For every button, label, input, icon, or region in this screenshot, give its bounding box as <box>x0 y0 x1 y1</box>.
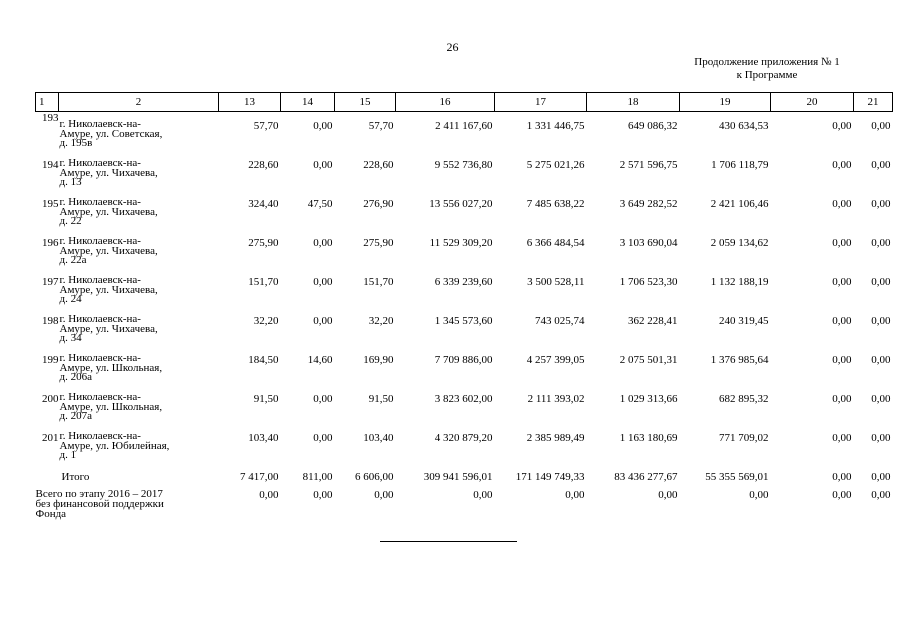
value-cell: 0,00 <box>871 237 891 249</box>
cell-line: без финансовой поддержки <box>35 498 164 510</box>
table-row <box>36 432 893 471</box>
value-cell: 0,00 <box>832 354 852 366</box>
value-cell: 0,00 <box>871 354 891 366</box>
column-header-row <box>36 93 893 112</box>
table-row <box>36 276 893 315</box>
value-cell: 0,00 <box>832 159 852 171</box>
column-header: 13 <box>219 93 281 112</box>
value-cell: 0,00 <box>871 159 891 171</box>
column-header: 20 <box>771 93 854 112</box>
value-cell: 2 571 596,75 <box>619 159 678 171</box>
column-header: 21 <box>854 93 893 112</box>
total-value: 83 436 277,67 <box>614 471 678 483</box>
value-cell: 0,00 <box>832 198 852 210</box>
value-cell: 0,00 <box>832 315 852 327</box>
summary-value: 0,00 <box>749 489 769 501</box>
value-cell: 151,70 <box>248 276 279 288</box>
table-row <box>36 198 893 237</box>
value-cell: 0,00 <box>313 276 333 288</box>
value-cell: 184,50 <box>248 354 279 366</box>
value-cell: 4 320 879,20 <box>434 432 493 444</box>
address-cell <box>59 198 219 237</box>
value-cell: 1 345 573,60 <box>434 315 493 327</box>
cell-line: г. Николаевск-на- <box>59 118 141 130</box>
value-cell: 14,60 <box>307 354 333 366</box>
cell-line: Амуре, ул. Чихачева, <box>59 244 158 257</box>
value-cell: 743 025,74 <box>535 315 585 327</box>
value-cell: 3 103 690,04 <box>619 237 678 249</box>
value-cell: 1 132 188,19 <box>710 276 769 288</box>
table-row <box>36 237 893 276</box>
value-cell: 0,00 <box>313 432 333 444</box>
value-cell: 0,00 <box>313 120 333 132</box>
value-cell: 0,00 <box>871 276 891 288</box>
value-cell: 169,90 <box>363 354 394 366</box>
value-cell: 0,00 <box>832 237 852 249</box>
value-cell: 32,20 <box>253 315 279 327</box>
value-cell: 2 421 106,46 <box>710 198 769 210</box>
cell-line: д. 22 <box>59 215 82 228</box>
cell-line: д. 206а <box>59 371 92 384</box>
value-cell: 1 706 523,30 <box>619 276 678 288</box>
total-value: 0,00 <box>832 471 852 483</box>
address-cell <box>59 432 219 471</box>
value-cell: 1 331 446,75 <box>526 120 585 132</box>
cell-line: д. 195в <box>59 137 93 150</box>
cell-line: Амуре, ул. Чихачева, <box>59 205 158 218</box>
value-cell: 0,00 <box>832 276 852 288</box>
row-number: 198 <box>42 315 59 327</box>
total-value: 811,00 <box>302 471 333 483</box>
value-cell: 1 029 313,66 <box>619 393 678 405</box>
value-cell: 276,90 <box>363 198 394 210</box>
total-value: 309 941 596,01 <box>423 471 493 483</box>
total-value: 0,00 <box>871 471 891 483</box>
value-cell: 362 228,41 <box>628 315 678 327</box>
value-cell: 0,00 <box>871 198 891 210</box>
value-cell: 430 634,53 <box>719 120 769 132</box>
cell-line: Амуре, ул. Юбилейная, <box>59 439 170 452</box>
total-value: 7 417,00 <box>240 471 279 483</box>
value-cell: 151,70 <box>363 276 394 288</box>
row-number: 194 <box>42 159 59 171</box>
summary-value: 0,00 <box>374 489 394 501</box>
value-cell: 13 556 027,20 <box>429 198 493 210</box>
column-header: 16 <box>396 93 495 112</box>
value-cell: 324,40 <box>248 198 279 210</box>
cell-line: д. 34 <box>59 332 82 345</box>
value-cell: 0,00 <box>832 120 852 132</box>
cell-line: д. 1 <box>59 449 77 462</box>
value-cell: 32,20 <box>368 315 394 327</box>
table-row <box>36 112 893 160</box>
column-header: 18 <box>587 93 680 112</box>
total-value: 6 606,00 <box>355 471 394 483</box>
table-row <box>36 315 893 354</box>
cell-line: д. 22а <box>59 254 87 267</box>
value-cell: 275,90 <box>248 237 279 249</box>
summary-label <box>36 489 219 519</box>
value-cell: 228,60 <box>248 159 279 171</box>
value-cell: 0,00 <box>832 432 852 444</box>
value-cell: 771 709,02 <box>719 432 769 444</box>
value-cell: 47,50 <box>307 198 333 210</box>
column-header: 15 <box>335 93 396 112</box>
address-cell <box>59 393 219 432</box>
table-row <box>36 393 893 432</box>
total-value: 55 355 569,01 <box>705 471 769 483</box>
column-header: 2 <box>59 93 219 112</box>
total-row <box>36 471 893 489</box>
value-cell: 57,70 <box>368 120 394 132</box>
footer-divider <box>380 541 517 542</box>
row-number: 197 <box>42 276 59 288</box>
value-cell: 275,90 <box>363 237 394 249</box>
row-number: 196 <box>42 237 59 249</box>
cell-line: д. 13 <box>59 176 82 189</box>
cell-line: Всего по этапу 2016 – 2017 <box>35 488 163 500</box>
row-number: 201 <box>42 432 59 444</box>
value-cell: 6 366 484,54 <box>526 237 585 249</box>
value-cell: 6 339 239,60 <box>434 276 493 288</box>
summary-value: 0,00 <box>259 489 279 501</box>
value-cell: 1 706 118,79 <box>711 159 769 171</box>
value-cell: 3 823 602,00 <box>434 393 493 405</box>
cell-line: Амуре, ул. Чихачева, <box>59 322 158 335</box>
column-header: 1 <box>36 93 59 112</box>
value-cell: 4 257 399,05 <box>526 354 585 366</box>
value-cell: 682 895,32 <box>719 393 769 405</box>
value-cell: 91,50 <box>368 393 394 405</box>
value-cell: 0,00 <box>313 393 333 405</box>
value-cell: 0,00 <box>871 315 891 327</box>
value-cell: 0,00 <box>313 237 333 249</box>
value-cell: 0,00 <box>871 120 891 132</box>
value-cell: 5 275 021,26 <box>526 159 585 171</box>
summary-row <box>36 489 893 519</box>
value-cell: 7 485 638,22 <box>526 198 585 210</box>
summary-value: 0,00 <box>313 489 333 501</box>
summary-value: 0,00 <box>473 489 493 501</box>
table-row <box>36 354 893 393</box>
value-cell: 228,60 <box>363 159 394 171</box>
cell-line: г. Николаевск-на- <box>59 196 141 208</box>
total-label: Итого <box>61 471 90 483</box>
cell-line: г. Николаевск-на- <box>59 352 141 364</box>
value-cell: 0,00 <box>313 159 333 171</box>
column-header: 17 <box>495 93 587 112</box>
value-cell: 0,00 <box>313 315 333 327</box>
cell-line: Амуре, ул. Чихачева, <box>59 283 158 296</box>
table-row <box>36 159 893 198</box>
value-cell: 1 163 180,69 <box>619 432 678 444</box>
row-number: 200 <box>42 393 59 405</box>
appendix-note <box>667 56 867 82</box>
appendix-note-line-2: к Программе <box>736 69 798 81</box>
cell-line: Фонда <box>35 508 67 520</box>
row-number: 195 <box>42 198 59 210</box>
value-cell: 11 529 309,20 <box>429 237 493 249</box>
cell-line: Амуре, ул. Чихачева, <box>59 166 158 179</box>
value-cell: 0,00 <box>832 393 852 405</box>
value-cell: 103,40 <box>248 432 279 444</box>
value-cell: 2 075 501,31 <box>619 354 678 366</box>
cell-line: г. Николаевск-на- <box>59 313 141 325</box>
address-cell <box>59 112 219 160</box>
cell-line: г. Николаевск-на- <box>59 235 141 247</box>
column-header: 14 <box>281 93 335 112</box>
total-spacer <box>36 471 59 489</box>
address-cell <box>59 315 219 354</box>
address-cell <box>59 159 219 198</box>
address-cell <box>59 276 219 315</box>
summary-value: 0,00 <box>565 489 585 501</box>
summary-value: 0,00 <box>832 489 852 501</box>
cell-line: д. 24 <box>59 293 82 306</box>
column-header: 19 <box>680 93 771 112</box>
cell-line: г. Николаевск-на- <box>59 391 141 403</box>
cell-line: Амуре, ул. Школьная, <box>59 400 163 413</box>
value-cell: 3 649 282,52 <box>619 198 678 210</box>
row-number: 193 <box>42 112 59 124</box>
value-cell: 2 111 393,02 <box>527 393 585 405</box>
value-cell: 3 500 528,11 <box>527 276 585 288</box>
value-cell: 2 385 989,49 <box>526 432 585 444</box>
cell-line: г. Николаевск-на- <box>59 430 141 442</box>
value-cell: 57,70 <box>253 120 279 132</box>
cell-line: Амуре, ул. Советская, <box>59 127 163 140</box>
value-cell: 9 552 736,80 <box>434 159 493 171</box>
cell-line: г. Николаевск-на- <box>59 274 141 286</box>
cell-line: г. Николаевск-на- <box>59 157 141 169</box>
funding-table <box>35 92 893 519</box>
address-cell <box>59 354 219 393</box>
value-cell: 0,00 <box>871 393 891 405</box>
value-cell: 2 059 134,62 <box>710 237 769 249</box>
total-value: 171 149 749,33 <box>515 471 585 483</box>
value-cell: 2 411 167,60 <box>435 120 493 132</box>
page-number: 26 <box>446 40 459 54</box>
value-cell: 103,40 <box>363 432 394 444</box>
value-cell: 0,00 <box>871 432 891 444</box>
value-cell: 7 709 886,00 <box>434 354 493 366</box>
cell-line: д. 207а <box>59 410 92 423</box>
address-cell <box>59 237 219 276</box>
cell-line: Амуре, ул. Школьная, <box>59 361 163 374</box>
appendix-note-line-1: Продолжение приложения № 1 <box>694 56 840 68</box>
summary-value: 0,00 <box>658 489 678 501</box>
summary-value: 0,00 <box>871 489 891 501</box>
value-cell: 649 086,32 <box>628 120 678 132</box>
value-cell: 1 376 985,64 <box>710 354 769 366</box>
value-cell: 91,50 <box>253 393 279 405</box>
value-cell: 240 319,45 <box>719 315 769 327</box>
row-number: 199 <box>42 354 59 366</box>
